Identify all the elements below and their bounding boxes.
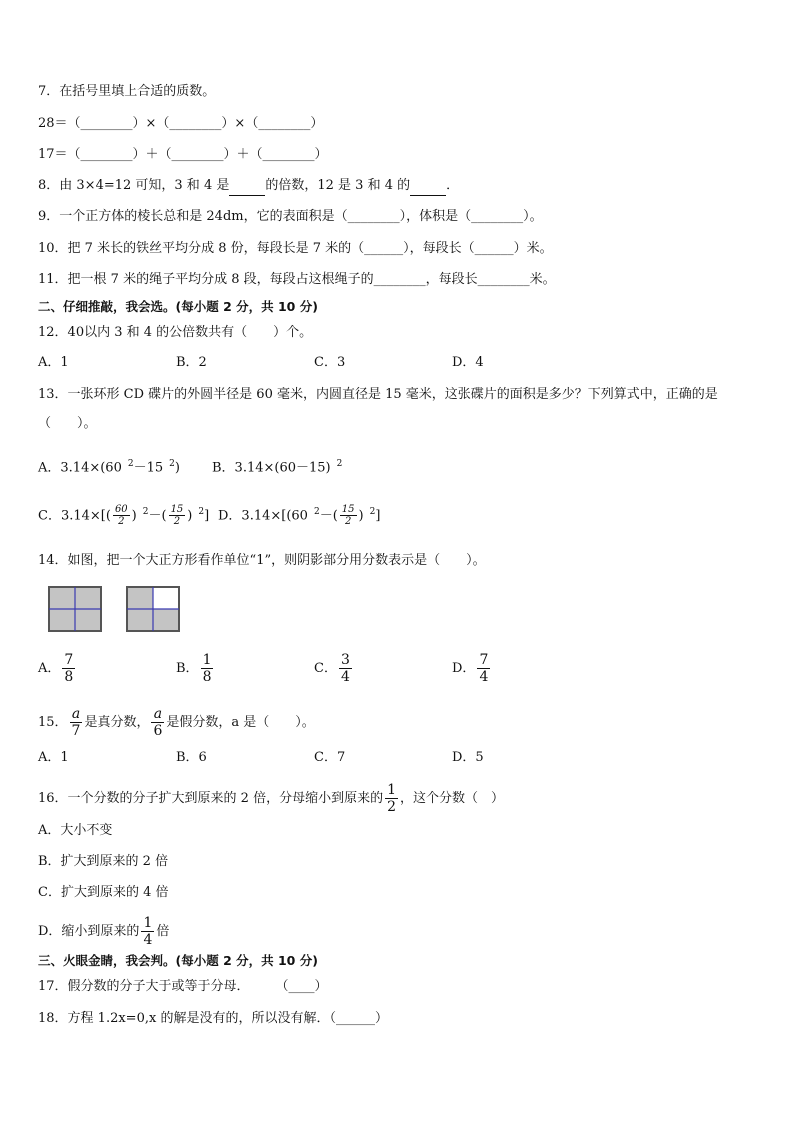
q11: 11．把一根 7 米的绳子平均分成 8 段，每段占这根绳子的________，每段长________米。 [38,272,556,287]
q16-option-c: C．扩大到原来的 4 倍 [38,885,169,900]
q13-option-c: C．3.14×[( $\frac{60}{2}$ ) $^2$－( $\frac{15}{2}$ ) $^2$] [38,504,210,528]
q13-option-b: B．3.14×(60－15) $^2$ [212,459,343,476]
q16-option-b: B．扩大到原来的 2 倍 [38,854,169,869]
q15-option-a: A．1 [38,750,69,765]
q9: 9．一个正方体的棱长总和是 24dm，它的表面积是（________），体积是（________）。 [38,209,543,224]
q16-option-a: A．大小不变 [38,823,113,838]
q8: 8．由 3×4=12 可知，3 和 4 是 的倍数，12 是 3 和 4 的 ． [38,177,459,196]
q14-option-b: B． $\frac{1}{8}$ [176,652,212,685]
q14-option-a: A． $\frac{7}{8}$ [38,652,74,685]
q13-text: 13．一张环形 CD 碟片的外圆半径是 60 毫米，内圆直径是 15 毫米，这张碟片的面积是多少？下列算式中，正确的是 [38,387,718,402]
q12-option-a: A．1 [38,355,69,370]
q14-option-c: C． $\frac{3}{4}$ [314,652,350,685]
q15-option-d: D．5 [452,750,484,765]
section-2-heading: 二、仔细推敲，我会选。(每小题 2 分，共 10 分) [38,299,318,314]
q13-option-a: A．3.14×(60 $^2$－15 $^2$) [38,459,180,476]
q17: 17．假分数的分子大于或等于分母． （____） [38,979,328,994]
q14-text: 14．如图，把一个大正方形看作单位“1”，则阴影部分用分数表示是（ ）。 [38,553,486,568]
q14-figure-right [126,586,182,634]
q10: 10．把 7 米长的铁丝平均分成 8 份，每段长是 7 米的（______），每段长（______）米。 [38,241,553,256]
q12-text: 12．40以内 3 和 4 的公倍数共有（ ）个。 [38,325,313,340]
q16-text: 16．一个分数的分子扩大到原来的 2 倍，分母缩小到原来的 $\frac{1}{2}$ ，这个分数（ ） [38,782,505,815]
q16-option-d: D．缩小到原来的 $\frac{1}{4}$ 倍 [38,915,170,948]
q13-text-2: （ ）。 [38,416,97,431]
q18: 18．方程 1.2x=0,x 的解是没有的，所以没有解．（______） [38,1011,388,1026]
q14-figure-left [48,586,104,634]
q15-option-b: B．6 [176,750,207,765]
q13-option-d: D．3.14×[(60 $^2$－( $\frac{15}{2}$ ) $^2$] [218,504,381,528]
q14-option-d: D． $\frac{7}{4}$ [452,652,489,685]
q7-line1: 28＝（________）×（________）×（________） [38,116,324,131]
q12-option-b: B．2 [176,355,207,370]
q12-option-d: D．4 [452,355,484,370]
section-3-heading: 三、火眼金睛，我会判。(每小题 2 分，共 10 分) [38,953,318,968]
q7-text: 7．在括号里填上合适的质数。 [38,84,216,99]
q7-line2: 17＝（________）＋（________）＋（________） [38,147,328,162]
q12-option-c: C．3 [314,355,346,370]
q15-text: 15． $\frac{a}{7}$ 是真分数， $\frac{a}{6}$ 是假分数，a 是（ ）。 [38,706,315,739]
q15-option-c: C．7 [314,750,346,765]
